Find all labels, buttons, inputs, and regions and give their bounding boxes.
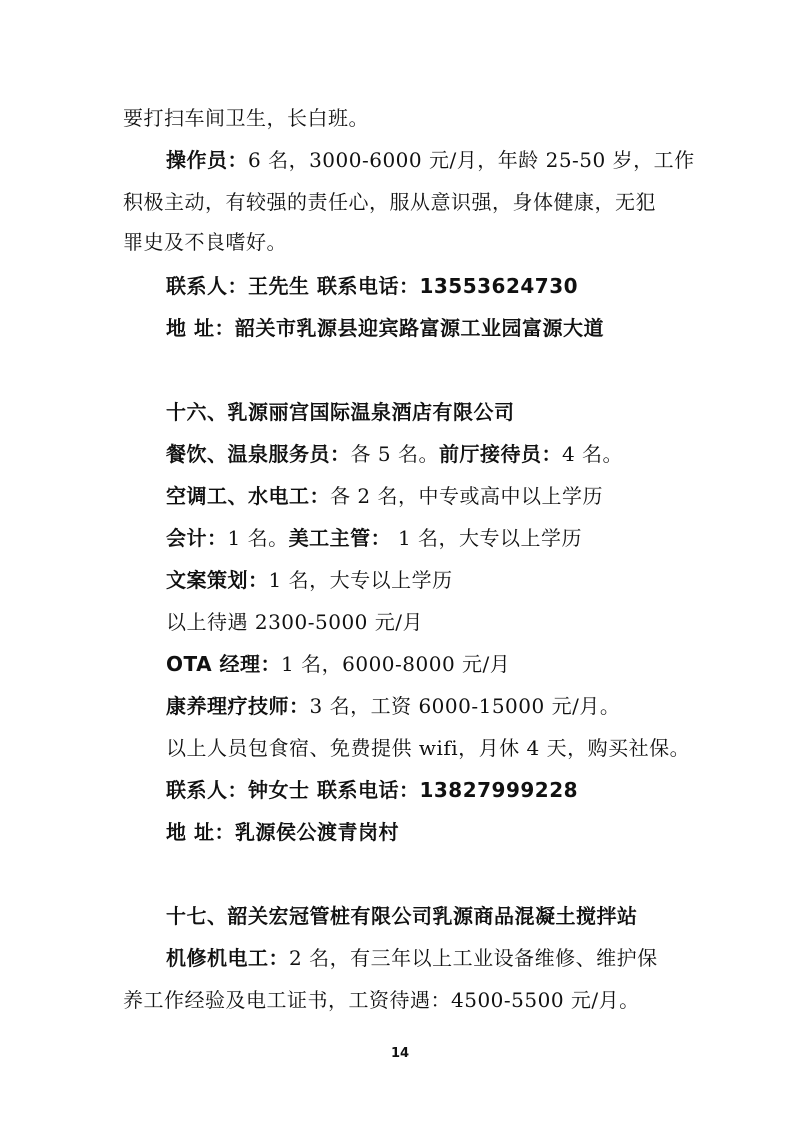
therapist-label: 康养理疗技师： (166, 694, 310, 718)
page-number: 14 (390, 1046, 410, 1061)
operator-text: 6 名，3000-6000 元/月，年龄 25-50 岁，工作 (248, 148, 695, 172)
section16-line8: 以上人员包食宿、免费提供 wifi，月休 4 天，购买社保。 (166, 736, 691, 760)
section16-line3 (166, 518, 800, 558)
copywriter-label: 文案策划： (166, 568, 269, 592)
section16-line6 (166, 644, 800, 684)
accountant-text: 1 名。 (227, 526, 289, 550)
ota-manager-label: OTA 经理： (166, 652, 282, 676)
section16-contact: 联系人：钟女士 联系电话：13827999228 (166, 778, 579, 802)
mechanic-label: 机修机电工： (166, 946, 289, 970)
section15-operator-line2: 积极主动，有较强的责任心，服从意识强，身体健康，无犯 (123, 190, 656, 214)
section16-line5: 以上待遇 2300-5000 元/月 (166, 610, 424, 634)
catering-label: 餐饮、温泉服务员： (166, 442, 351, 466)
section15-operator-line3: 罪史及不良嗜好。 (123, 230, 287, 254)
therapist-text: 3 名，工资 6000-15000 元/月。 (309, 694, 621, 718)
section16-line2 (166, 476, 800, 516)
art-supervisor-label: 美工主管： (288, 526, 392, 550)
operator-label: 操作员： (166, 148, 248, 172)
accountant-label: 会计： (166, 526, 228, 550)
section15-contact: 联系人：王先生 联系电话：13553624730 (166, 274, 579, 298)
section17-line1 (166, 938, 800, 978)
hvac-text: 各 2 名，中专或高中以上学历 (330, 484, 603, 508)
mechanic-text: 2 名，有三年以上工业设备维修、维护保 (289, 946, 658, 970)
section16-title: 十六、乳源丽宫国际温泉酒店有限公司 (166, 400, 515, 424)
copywriter-text: 1 名，大专以上学历 (268, 568, 453, 592)
section17-line2: 养工作经验及电工证书，工资待遇：4500-5500 元/月。 (123, 988, 640, 1012)
section15-continuation: 要打扫车间卫生，长白班。 (123, 106, 369, 130)
section15-address: 地 址：韶关市乳源县迎宾路富源工业园富源大道 (166, 316, 604, 340)
hvac-label: 空调工、水电工： (166, 484, 330, 508)
section17-title: 十七、韶关宏冠管桩有限公司乳源商品混凝土搅拌站 (166, 904, 638, 928)
section15-operator-line (166, 140, 800, 180)
section16-address: 地 址：乳源侯公渡青岗村 (166, 820, 399, 844)
section16-line7 (166, 686, 800, 726)
section16-line1 (166, 434, 800, 474)
section16-line4 (166, 560, 800, 600)
art-supervisor-text: 1 名，大专以上学历 (391, 526, 583, 550)
ota-manager-text: 1 名，6000-8000 元/月 (281, 652, 511, 676)
reception-label: 前厅接待员： (438, 442, 562, 466)
reception-text: 4 名。 (561, 442, 624, 466)
catering-text: 各 5 名。 (350, 442, 439, 466)
